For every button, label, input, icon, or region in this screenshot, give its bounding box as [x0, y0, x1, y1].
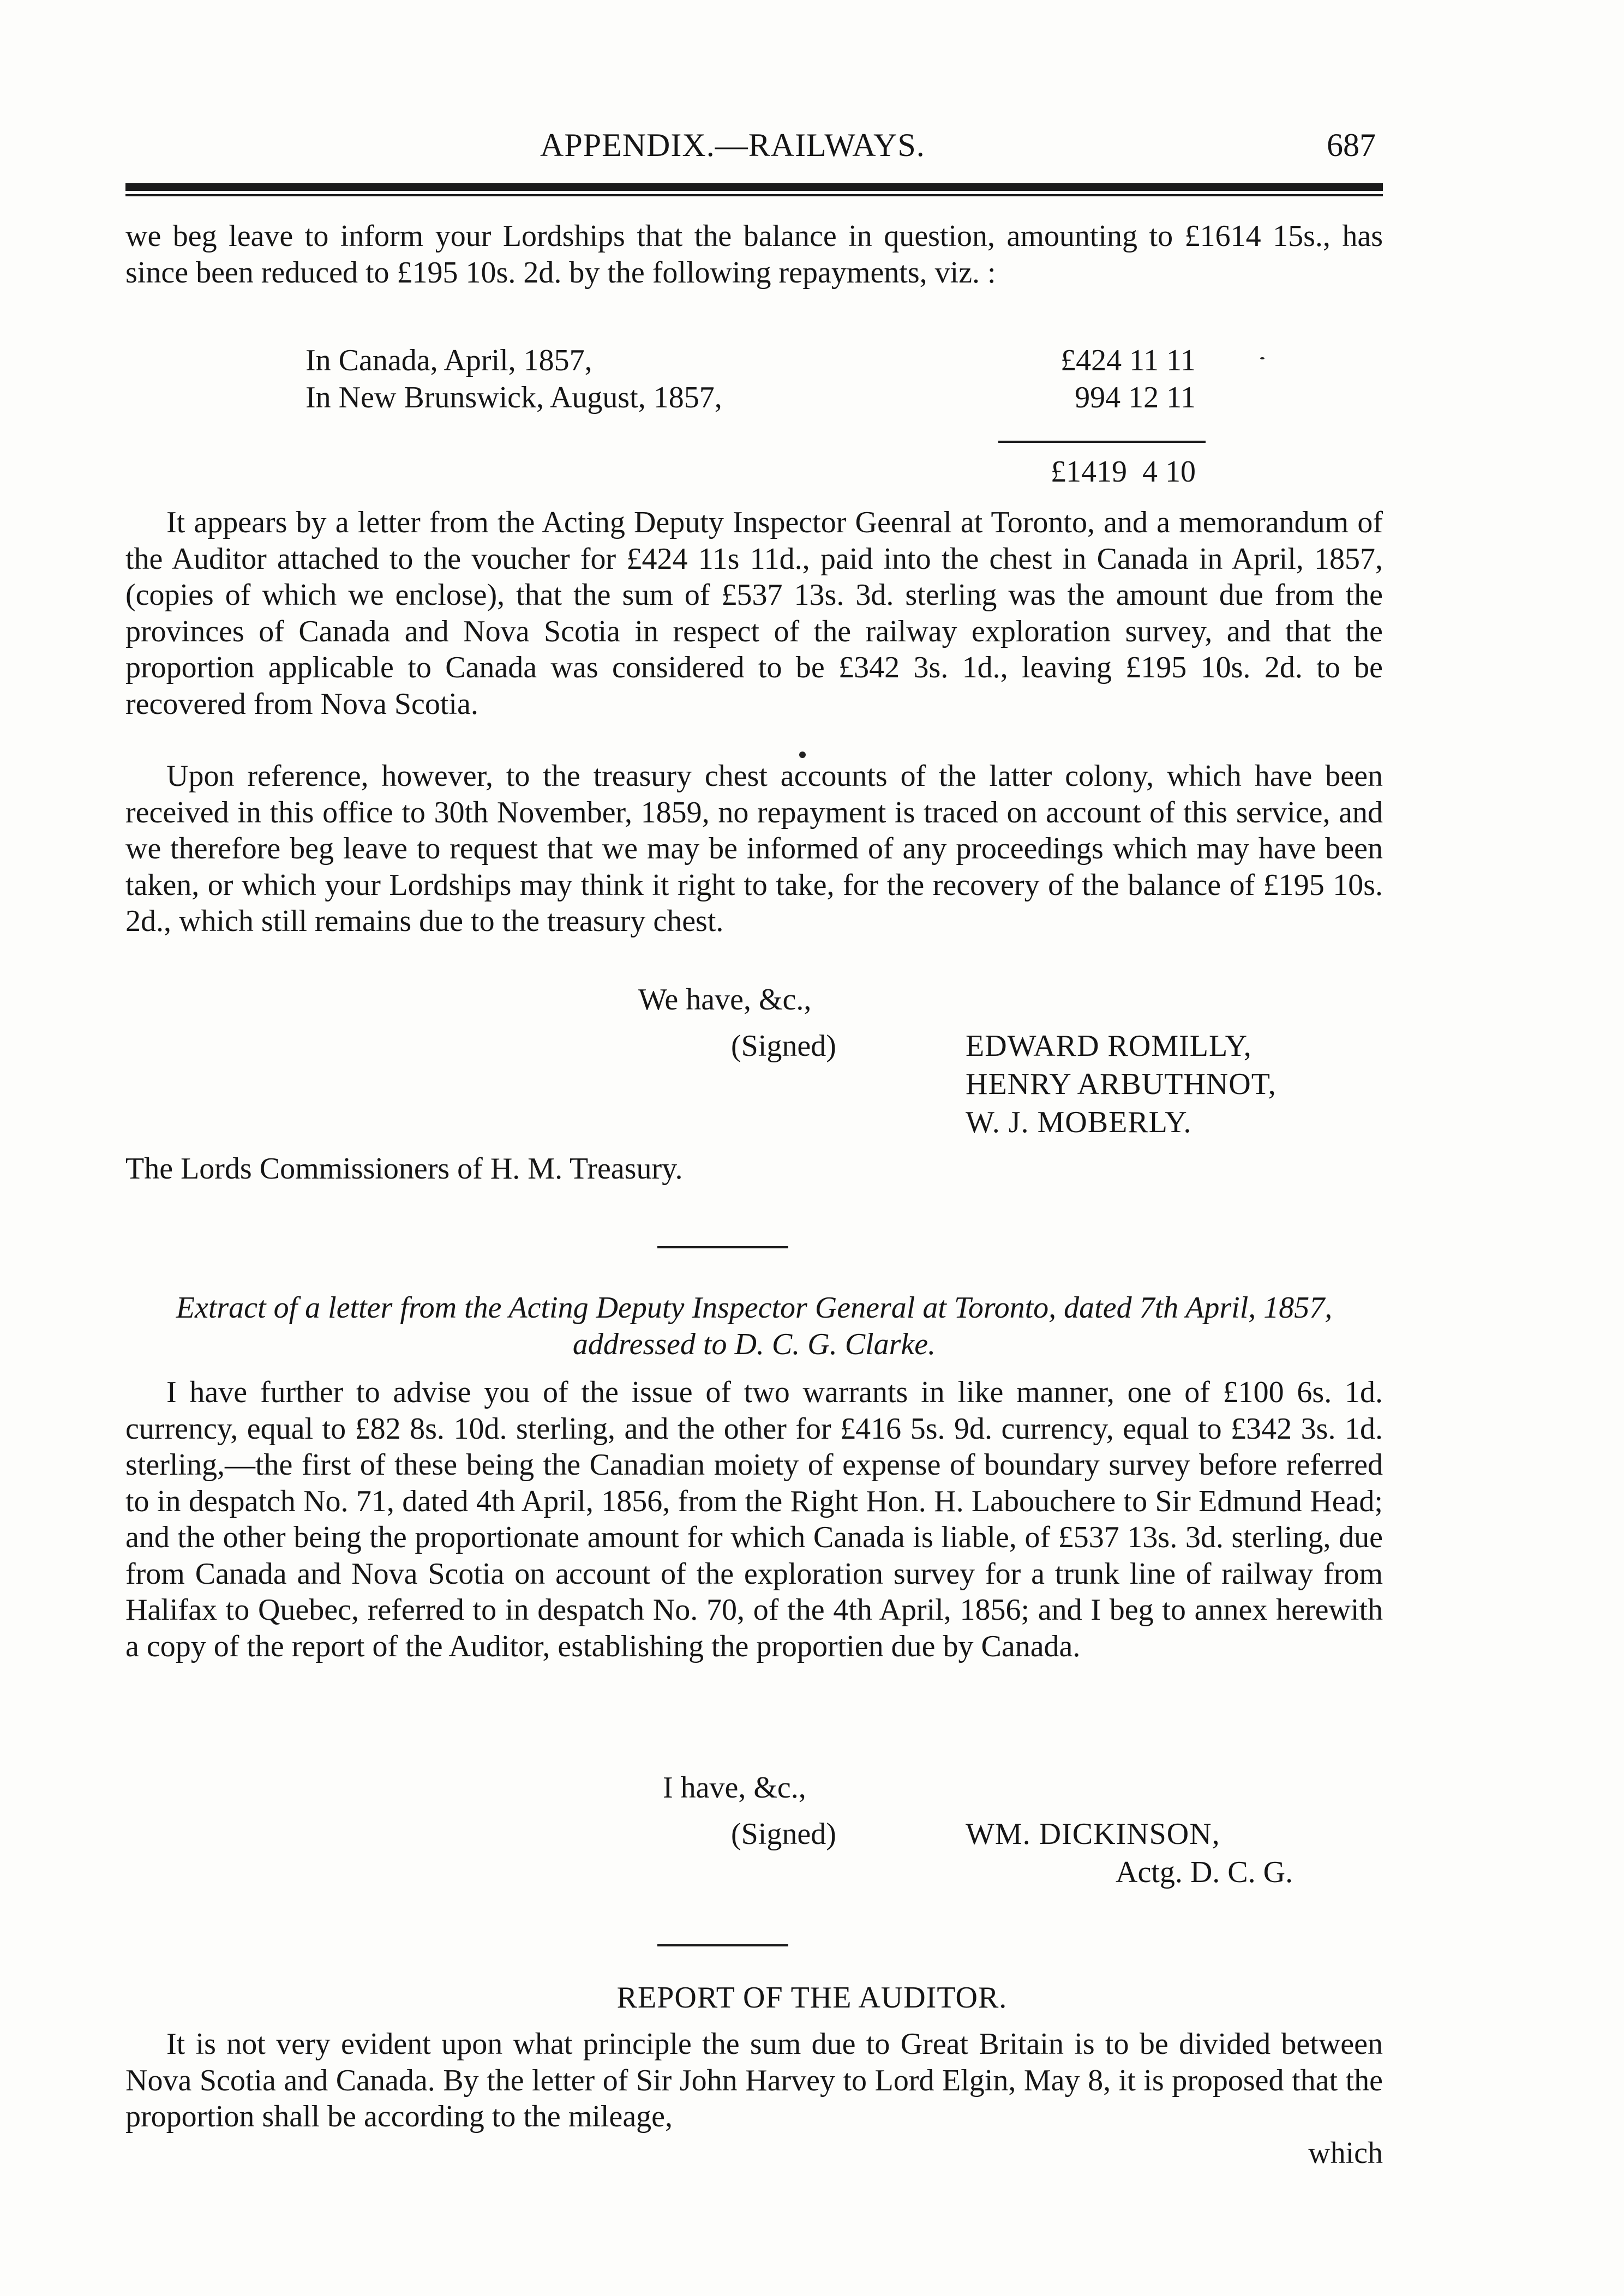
repayment-canada-description: In Canada, April, 1857, — [305, 344, 592, 377]
paragraph-auditor-report: It is not very evident upon what principle the sum due to Great Britain is to be divided between Nova Scotia and Canada. By the letter of Sir John Harvey to Lord Elgin, May 8, it is proposed that the proportion shall be according to the mileage, — [125, 2027, 1383, 2133]
signed-label: (Signed) — [731, 1029, 836, 1063]
section-separator — [657, 1246, 788, 1248]
paragraph-acting-deputy-letter: It appears by a letter from the Acting Deputy Inspector Geenral at Toronto, and a memorandum of the Auditor attached to the voucher for £424 11s 11d., paid into the chest in Canada in April, 1857, (copies of which we enclose), that the sum of £537 13s. 3d. sterling was the amount due from the provinces of Canada and Nova Scotia in respect of the railway exploration survey, and that the proportion applicable to Canada was considered to be £342 3s. 1d., leaving £195 10s. 2d. to be recovered from Nova Scotia. — [125, 506, 1383, 721]
signatory-arbuthnot: HENRY ARBUTHNOT, — [966, 1067, 1277, 1101]
repayment-canada-amount: £424 11 11 — [1060, 344, 1196, 377]
paragraph-treasury-accounts: Upon reference, however, to the treasury chest accounts of the latter colony, which have been received in this office to 30th November, 1859, no repayment is traced on account of this service, and we therefore beg leave to request that we may be informed of any proceedings which may have been taken, or which your Lordships may think it right to take, for the recovery of the balance of £195 10s. 2d., which still remains due to the treasury chest. — [125, 759, 1383, 938]
section-separator-2 — [657, 1944, 788, 1946]
signed-label-2: (Signed) — [731, 1817, 836, 1851]
extract-heading: Extract of a letter from the Acting Deputy Inspector General at Toronto, dated 7th April, 1857, addressed to D. C. G. Clarke. — [176, 1291, 1333, 1361]
closing-salutation-2: I have, &c., — [663, 1771, 806, 1805]
paragraph-warrants: I have further to advise you of the issue of two warrants in like manner, one of £100 6s. 1d. currency, equal to £82 8s. 10d. sterling, and the other for £416 5s. 9d. currency, equal to £342 3s. 1d. sterling,—the first of these being the Canadian moiety of expense of boundary survey before referred to in despatch No. 71, dated 4th April, 1856, from the Right Hon. H. Labouchere to Sir Edmund Head; and the other being the proportionate amount for which Canada is liable, of £537 13s. 3d. sterling, due from Canada and Nova Scotia on account of the exploration survey for a trunk line of railway from Halifax to Quebec, referred to in despatch No. 70, of the 4th April, 1856; and I beg to annex herewith a copy of the report of the Auditor, establishing the proportien due by Canada. — [125, 1375, 1383, 1663]
intro-paragraph: we beg leave to inform your Lordships that the balance in question, amounting to £1614 15s., has since been reduced to £195 10s. 2d. by the following repayments, viz. : — [125, 219, 1383, 290]
repayment-new-brunswick-description: In New Brunswick, August, 1857, — [305, 381, 722, 414]
running-header: APPENDIX.—RAILWAYS. — [540, 127, 925, 163]
ink-speck — [1260, 357, 1265, 359]
signatory-dickinson: WM. DICKINSON, — [966, 1817, 1220, 1851]
repayments-total: £1419 4 10 — [1051, 455, 1196, 489]
addressee: The Lords Commissioners of H. M. Treasury. — [125, 1152, 683, 1186]
closing-salutation: We have, &c., — [638, 983, 812, 1017]
signatory-romilly: EDWARD ROMILLY, — [966, 1029, 1252, 1063]
report-heading: REPORT OF THE AUDITOR. — [616, 1981, 1008, 2015]
catchword: which — [1308, 2136, 1383, 2170]
repayment-new-brunswick-amount: 994 12 11 — [1075, 381, 1196, 414]
signatory-moberly: W. J. MOBERLY. — [966, 1105, 1192, 1139]
header-rule — [125, 183, 1383, 191]
header-rule-thin — [125, 194, 1383, 196]
page-number: 687 — [1327, 127, 1376, 163]
ink-speck — [799, 752, 806, 758]
total-rule — [998, 441, 1206, 443]
signatory-title: Actg. D. C. G. — [1116, 1855, 1293, 1889]
